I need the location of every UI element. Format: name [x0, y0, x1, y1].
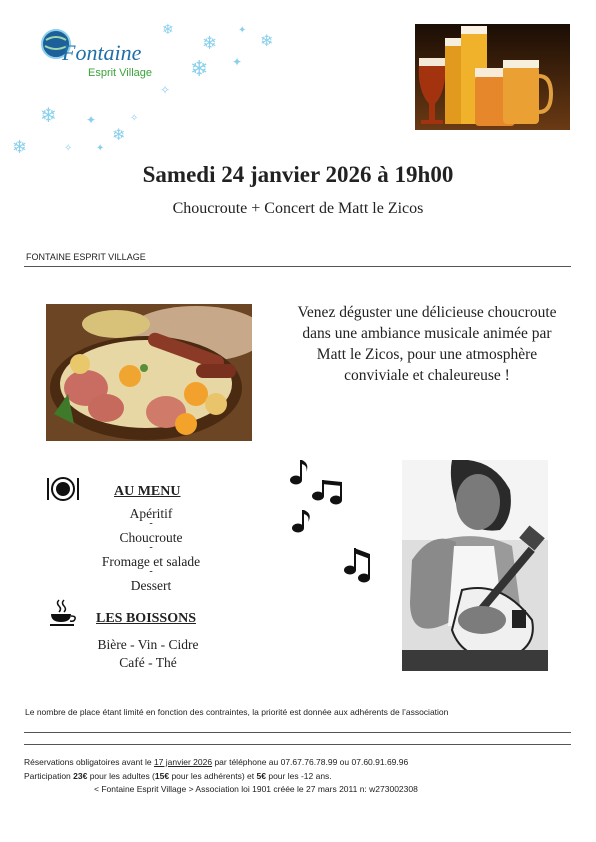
- menu-separator: -: [149, 566, 153, 577]
- pricing-text: pour les adultes (: [87, 771, 155, 781]
- intro-text: Venez déguster une délicieuse choucroute dans une ambiance musicale animée par Matt le Zicos, pour une atmosphère conviviale et chaleureuse !: [297, 304, 557, 384]
- price-members: 15€: [154, 771, 170, 781]
- divider: [24, 266, 571, 267]
- association-line: < Fontaine Esprit Village > Association loi 1901 créée le 27 mars 2011 n: w273002308: [94, 784, 418, 794]
- reservation-line: [24, 757, 408, 767]
- snowflakes-decoration: [10, 18, 280, 163]
- logo-tagline: Esprit Village: [88, 67, 152, 79]
- organizer-label: FONTAINE ESPRIT VILLAGE: [26, 252, 146, 262]
- menu-item: Choucroute: [119, 530, 183, 545]
- snowflake-icon: ✧: [130, 113, 139, 124]
- snowflake-icon: ✧: [160, 83, 171, 97]
- snowflake-icon: ✦: [96, 143, 105, 154]
- snowflake-icon: ✦: [232, 55, 243, 69]
- snowflake-icon: ❄: [12, 137, 28, 157]
- menu-separator: -: [149, 542, 153, 553]
- snowflake-icon: ❄: [202, 33, 218, 53]
- snowflake-icon: ❄: [260, 33, 274, 50]
- pricing-line: [24, 771, 332, 781]
- reservation-deadline: 17 janvier 2026: [153, 757, 213, 767]
- menu-list: [88, 508, 214, 592]
- snowflake-icon: ✦: [238, 25, 247, 36]
- snowflake-icon: ❄: [112, 127, 126, 144]
- menu-item: Apéritif: [129, 506, 173, 521]
- menu-heading: AU MENU: [114, 484, 181, 499]
- menu-item: Dessert: [130, 578, 172, 593]
- snowflake-icon: ❄: [40, 105, 57, 127]
- menu-item: Fromage et salade: [101, 554, 201, 569]
- snowflake-icon: ❄: [162, 21, 174, 37]
- drinks-heading: LES BOISSONS: [96, 611, 196, 626]
- reservation-phones: par téléphone au 07.67.76.78.99 ou 07.60.91.69.96: [212, 757, 409, 767]
- priority-note: Le nombre de place étant limité en fonction des contraintes, la priorité est donnée aux adhérents de l’association: [25, 707, 449, 717]
- price-kids: 5€: [256, 771, 266, 781]
- guitarist-photo: [402, 460, 548, 671]
- divider: [24, 744, 571, 745]
- choucroute-image: [46, 304, 252, 441]
- divider: [24, 732, 571, 733]
- reservation-prefix: Réservations obligatoires avant le: [24, 757, 154, 767]
- price-adults: 23€: [73, 771, 88, 781]
- snowflake-icon: ❄: [190, 56, 209, 81]
- coffee-cup-icon: [48, 598, 78, 628]
- pricing-text: pour les -12 ans.: [265, 771, 332, 781]
- pricing-text: Participation: [24, 771, 74, 781]
- pricing-text: pour les adhérents) et: [169, 771, 257, 781]
- drinks-list: [66, 636, 230, 672]
- plate-cutlery-icon: [46, 476, 80, 502]
- snowflake-icon: ✦: [86, 113, 97, 127]
- drinks-line: Café - Thé: [119, 655, 177, 670]
- logo-name: Fontaine: [62, 40, 142, 65]
- music-notes-icon: [288, 458, 378, 590]
- event-subtitle: Choucroute + Concert de Matt le Zicos: [172, 200, 424, 217]
- snowflake-icon: ✧: [64, 143, 73, 154]
- menu-separator: -: [149, 518, 153, 529]
- drinks-line: Bière - Vin - Cidre: [97, 637, 199, 652]
- beer-glasses-image: [415, 24, 570, 130]
- event-title: Samedi 24 janvier 2026 à 19h00: [142, 162, 454, 187]
